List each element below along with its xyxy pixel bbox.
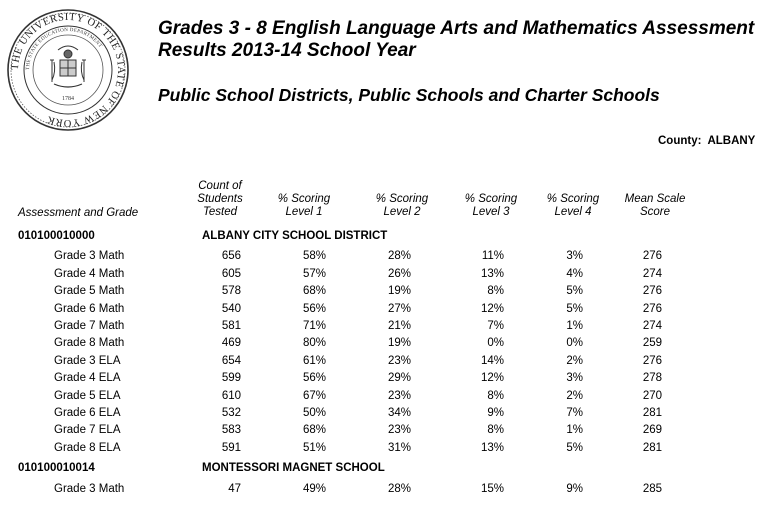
cell-level3: 12%: [480, 372, 504, 385]
cell-level3: 8%: [487, 285, 504, 298]
cell-level1: 56%: [302, 302, 326, 315]
cell-level3: 8%: [487, 424, 504, 437]
cell-level3: 8%: [487, 389, 504, 402]
cell-count: 583: [221, 424, 241, 437]
cell-level4: 2%: [566, 389, 583, 402]
cell-mean: 281: [642, 407, 662, 419]
cell-assessment: Grade 7 Math: [54, 320, 125, 332]
cell-level1: 50%: [302, 407, 326, 419]
school-code: 010100010014: [18, 462, 95, 475]
cell-level3: 0%: [487, 337, 504, 350]
cell-level4: 5%: [566, 302, 583, 315]
table-row: [0, 481, 768, 498]
cell-assessment: Grade 3 ELA: [54, 354, 121, 367]
col-header-level4: % Scoring Level 4: [546, 193, 600, 218]
cell-level2: 21%: [387, 320, 411, 332]
col-header-level1: % Scoring Level 1: [277, 193, 331, 218]
cell-level1: 61%: [302, 354, 326, 367]
cell-count: 599: [221, 372, 241, 385]
county-value: ALBANY: [707, 135, 756, 147]
cell-level4: 0%: [566, 337, 583, 350]
cell-level3: 13%: [480, 441, 504, 454]
cell-level3: 15%: [480, 482, 504, 495]
cell-count: 47: [228, 482, 241, 495]
cell-level2: 23%: [387, 389, 411, 402]
school-name: ALBANY CITY SCHOOL DISTRICT: [202, 230, 388, 242]
cell-level3: 9%: [487, 407, 504, 419]
cell-mean: 276: [642, 250, 662, 263]
report-title: [158, 18, 754, 62]
cell-level2: 26%: [387, 267, 411, 280]
cell-mean: 269: [642, 424, 662, 437]
table-row: [0, 283, 768, 300]
cell-count: 654: [221, 354, 241, 367]
nys-university-seal: [6, 8, 130, 132]
cell-level1: 71%: [302, 320, 326, 332]
cell-assessment: Grade 4 ELA: [54, 372, 121, 385]
cell-mean: 274: [642, 320, 662, 332]
cell-level2: 28%: [387, 482, 411, 495]
cell-level2: 29%: [387, 372, 411, 385]
cell-level4: 9%: [566, 482, 583, 495]
cell-level3: 14%: [480, 354, 504, 367]
cell-mean: 285: [642, 482, 662, 495]
cell-level4: 3%: [566, 372, 583, 385]
state-arms-icon: [50, 46, 86, 87]
cell-count: 591: [221, 441, 241, 454]
school-code: 010100010000: [18, 230, 95, 242]
cell-level2: 23%: [387, 424, 411, 437]
seal-year: 1784: [62, 96, 74, 102]
cell-assessment: Grade 6 ELA: [54, 407, 121, 419]
title-line-2: Results 2013-14 School Year: [158, 40, 416, 61]
cell-level3: 11%: [481, 250, 504, 263]
cell-mean: 281: [642, 441, 662, 454]
cell-level1: 49%: [302, 482, 326, 495]
cell-level4: 2%: [566, 354, 583, 367]
cell-level3: 13%: [480, 267, 504, 280]
cell-level1: 56%: [302, 372, 326, 385]
cell-level2: 34%: [387, 407, 411, 419]
cell-count: 540: [221, 302, 241, 315]
cell-count: 605: [221, 267, 241, 280]
cell-level4: 1%: [566, 424, 583, 437]
col-header-mean: Mean Scale Score: [624, 193, 686, 218]
cell-level1: 58%: [302, 250, 326, 263]
table-row: [0, 388, 768, 405]
cell-assessment: Grade 4 Math: [54, 267, 125, 280]
table-row: [0, 335, 768, 352]
cell-mean: 274: [642, 267, 662, 280]
cell-mean: 276: [642, 354, 662, 367]
cell-level2: 27%: [387, 302, 411, 315]
table-row: [0, 405, 768, 422]
cell-level2: 28%: [387, 250, 411, 263]
table-row: [0, 248, 768, 265]
title-line-1: Grades 3 - 8 English Language Arts and Mathematics Assessment: [158, 18, 755, 39]
cell-level4: 5%: [566, 285, 583, 298]
cell-mean: 276: [642, 302, 662, 315]
school-group-header: [0, 228, 768, 245]
cell-count: 532: [221, 407, 241, 419]
cell-count: 578: [221, 285, 241, 298]
cell-level4: 4%: [566, 267, 583, 280]
col-header-level2: % Scoring Level 2: [375, 193, 429, 218]
cell-count: 610: [221, 389, 241, 402]
cell-level3: 12%: [480, 302, 504, 315]
cell-level2: 19%: [387, 285, 411, 298]
cell-count: 656: [221, 250, 241, 263]
cell-assessment: Grade 5 Math: [54, 285, 125, 298]
cell-level4: 1%: [566, 320, 583, 332]
table-row: [0, 370, 768, 387]
school-group-header: [0, 460, 768, 477]
cell-assessment: Grade 6 Math: [54, 302, 125, 315]
cell-mean: 276: [642, 285, 662, 298]
cell-level3: 7%: [487, 320, 504, 332]
cell-assessment: Grade 7 ELA: [54, 424, 121, 437]
col-header-count: Count of Students Tested: [197, 180, 243, 218]
cell-level1: 57%: [302, 267, 326, 280]
cell-level1: 68%: [302, 424, 326, 437]
county-indicator: [658, 135, 755, 147]
cell-mean: 278: [642, 372, 662, 385]
cell-assessment: Grade 5 ELA: [54, 389, 121, 402]
cell-level4: 3%: [566, 250, 583, 263]
cell-assessment: Grade 8 ELA: [54, 441, 121, 454]
cell-level4: 5%: [566, 441, 583, 454]
cell-assessment: Grade 3 Math: [54, 250, 125, 263]
table-row: [0, 266, 768, 283]
col-header-level3: % Scoring Level 3: [464, 193, 518, 218]
cell-count: 469: [221, 337, 241, 350]
cell-mean: 259: [642, 337, 662, 350]
seal-inner-text: THE STATE EDUCATION DEPARTMENT: [25, 27, 103, 71]
cell-level2: 19%: [387, 337, 411, 350]
table-row: [0, 353, 768, 370]
table-row: [0, 301, 768, 318]
cell-level1: 51%: [302, 441, 326, 454]
cell-assessment: Grade 3 Math: [54, 482, 125, 495]
county-label: County:: [658, 135, 702, 147]
col-header-assessment: Assessment and Grade: [18, 207, 139, 219]
cell-count: 581: [221, 320, 241, 332]
table-row: [0, 318, 768, 335]
school-name: MONTESSORI MAGNET SCHOOL: [202, 462, 385, 475]
cell-level4: 7%: [566, 407, 583, 419]
seal-outer-text: THE UNIVERSITY OF THE STATE OF NEW YORK: [9, 11, 127, 129]
cell-level1: 80%: [302, 337, 326, 350]
cell-level2: 23%: [387, 354, 411, 367]
cell-mean: 270: [642, 389, 662, 402]
report-subtitle: Public School Districts, Public Schools and Charter Schools: [158, 85, 660, 105]
cell-level2: 31%: [387, 441, 411, 454]
cell-level1: 68%: [302, 285, 326, 298]
table-row: [0, 440, 768, 457]
cell-assessment: Grade 8 Math: [54, 337, 125, 350]
table-row: [0, 422, 768, 439]
cell-level1: 67%: [302, 389, 326, 402]
